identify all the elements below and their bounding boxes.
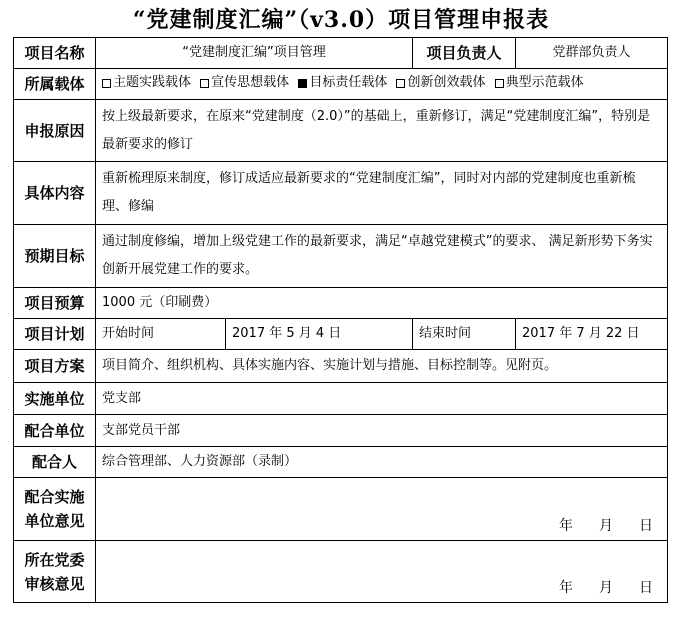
row-coop-unit bbox=[14, 415, 668, 447]
project-owner-value: 党群部负责人 bbox=[516, 38, 668, 69]
year-label: 年 bbox=[559, 518, 574, 534]
committee-value[interactable] bbox=[96, 541, 668, 603]
scheme-label: 项目方案 bbox=[14, 350, 96, 383]
carrier-options bbox=[96, 69, 668, 100]
scheme-value: 项目简介、组织机构、具体实施内容、实施计划与措施、目标控制等。见附页。 bbox=[96, 350, 668, 383]
row-carrier bbox=[14, 69, 668, 100]
goal-value: 通过制度修编，增加上级党建工作的最新要求，满足“卓越党建模式”的要求、 满足新形势下务实创新开展党建工作的要求。 bbox=[96, 225, 668, 288]
project-name-label: 项目名称 bbox=[14, 38, 96, 69]
carrier-option-innovation[interactable]: 创新创效载体 bbox=[396, 69, 485, 97]
row-goal bbox=[14, 225, 668, 288]
row-coop-opinion bbox=[14, 478, 668, 541]
carrier-option-theme[interactable]: 主题实践载体 bbox=[102, 69, 191, 97]
checkbox-icon[interactable] bbox=[495, 79, 504, 88]
unit-value: 党支部 bbox=[96, 383, 668, 415]
row-budget bbox=[14, 288, 668, 319]
row-scheme bbox=[14, 350, 668, 383]
day-label: 日 bbox=[639, 518, 654, 534]
reason-value: 按上级最新要求，在原来“党建制度（2.0）”的基础上，重新修订，满足“党建制度汇编”，特别是最新要求的修订 bbox=[96, 100, 668, 162]
row-committee bbox=[14, 541, 668, 603]
row-reason bbox=[14, 100, 668, 162]
application-form-table bbox=[13, 37, 668, 603]
coop-unit-label: 配合单位 bbox=[14, 415, 96, 447]
row-project-name bbox=[14, 38, 668, 69]
budget-value: 1000 元（印刷费） bbox=[96, 288, 668, 319]
content-label: 具体内容 bbox=[14, 162, 96, 225]
coop-person-label: 配合人 bbox=[14, 447, 96, 478]
coop-unit-value: 支部党员干部 bbox=[96, 415, 668, 447]
unit-label: 实施单位 bbox=[14, 383, 96, 415]
carrier-option-target[interactable]: 目标责任载体 bbox=[298, 69, 387, 97]
carrier-option-publicity[interactable]: 宣传思想载体 bbox=[200, 69, 289, 97]
start-time-value: 2017 年 5 月 4 日 bbox=[226, 319, 413, 350]
month-label: 月 bbox=[599, 518, 614, 534]
carrier-label: 所属载体 bbox=[14, 69, 96, 100]
form-title: “党建制度汇编”（v3.0）项目管理申报表 bbox=[132, 7, 550, 33]
year-label: 年 bbox=[559, 580, 574, 596]
reason-label: 申报原因 bbox=[14, 100, 96, 162]
project-owner-label: 项目负责人 bbox=[413, 38, 516, 69]
end-time-label: 结束时间 bbox=[413, 319, 516, 350]
checkbox-icon[interactable] bbox=[396, 79, 405, 88]
committee-date bbox=[102, 574, 661, 602]
committee-label bbox=[14, 541, 96, 603]
coop-opinion-label-line1: 配合实施 bbox=[24, 488, 85, 506]
day-label: 日 bbox=[639, 580, 654, 596]
coop-opinion-date bbox=[102, 512, 661, 540]
row-coop-person bbox=[14, 447, 668, 478]
plan-label: 项目计划 bbox=[14, 319, 96, 350]
row-content bbox=[14, 162, 668, 225]
coop-opinion-label bbox=[14, 478, 96, 541]
coop-person-value: 综合管理部、人力资源部（录制） bbox=[96, 447, 668, 478]
checkbox-icon[interactable] bbox=[200, 79, 209, 88]
row-unit bbox=[14, 383, 668, 415]
content-value: 重新梳理原来制度，修订成适应最新要求的“党建制度汇编”，同时对内部的党建制度也重新梳理、修编 bbox=[96, 162, 668, 225]
start-time-label: 开始时间 bbox=[96, 319, 226, 350]
row-plan bbox=[14, 319, 668, 350]
goal-label: 预期目标 bbox=[14, 225, 96, 288]
end-time-value: 2017 年 7 月 22 日 bbox=[516, 319, 668, 350]
carrier-option-model[interactable]: 典型示范载体 bbox=[495, 69, 584, 97]
month-label: 月 bbox=[599, 580, 614, 596]
project-name-value: “党建制度汇编”项目管理 bbox=[96, 38, 413, 69]
coop-opinion-value[interactable] bbox=[96, 478, 668, 541]
checkbox-icon[interactable] bbox=[102, 79, 111, 88]
coop-opinion-label-line2: 单位意见 bbox=[24, 512, 85, 530]
committee-label-line2: 审核意见 bbox=[24, 574, 85, 593]
budget-label: 项目预算 bbox=[14, 288, 96, 319]
committee-label-line1: 所在党委 bbox=[24, 550, 85, 569]
checkbox-checked-icon[interactable] bbox=[298, 79, 307, 88]
